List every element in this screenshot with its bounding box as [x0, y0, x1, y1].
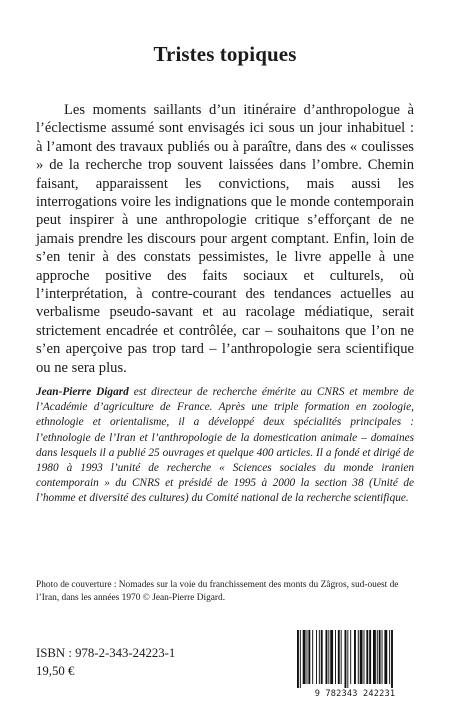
barcode-bar — [328, 630, 329, 684]
barcode-bar — [379, 630, 381, 684]
barcode-bar — [389, 630, 390, 684]
barcode-bar — [303, 630, 306, 684]
barcode-bar — [360, 630, 363, 684]
barcode-bar — [335, 630, 336, 684]
barcode-bar — [319, 630, 320, 684]
author-name: Jean-Pierre Digard — [36, 386, 129, 398]
barcode-bar — [308, 630, 310, 684]
barcode-bar — [358, 630, 359, 684]
barcode — [296, 630, 414, 688]
barcode-bar — [307, 630, 308, 684]
barcode-bar — [312, 630, 313, 684]
barcode-bar — [347, 630, 348, 688]
barcode-bar — [354, 630, 356, 684]
barcode-bar — [338, 630, 340, 684]
barcode-bar — [384, 630, 387, 684]
barcode-bar — [321, 630, 323, 684]
book-title: Tristes topiques — [153, 42, 297, 66]
barcode-bar — [373, 630, 376, 684]
back-cover-blurb: Les moments saillants d’un itinéraire d’anthropologue à l’éclectisme assumé sont envisagés ici sous un jour inhabituel : à l’amont des travaux publiés ou à paraître, dans des « coulisses » de la recherche trop souvent laissées dans l’ombre. Chemin faisant, apparaissent les convictions, mais aussi les interrogations voire les indignations que le monde contemporain peut inspirer à une anthropologie critique s’efforçant de ne jamais prendre les discours pour argent comptant. Enfin, loin de s’en tenir à des constats pessimistes, le livre appelle à une approche positive des faits sociaux et culturels, où l’interprétation, à contre-courant des tendances actuelles au verbalisme pseudo-savant et au racolage médiatique, serait strictement encadrée et contrôlée, car – souhaitons que l’on ne s’en aperçoive pas trop tard – l’anthropologie sera scientifique ou ne sera plus. — [36, 102, 414, 376]
barcode-bar — [326, 630, 328, 684]
barcode-bar — [330, 630, 333, 684]
barcode-bar — [366, 630, 368, 684]
barcode-digits: 9 782343 242231 — [314, 689, 396, 699]
author-bio-text: est directeur de recherche émérite au CNRS et membre de l’Académie d’agriculture de France. Après une triple formation en zoologie, ethnologie et orientalisme, il a développé deux spécialités principales : l’ethnologie de l’Iran et l’anthropologie de la domestication animale – domaines dans lesquels il a publié 25 ouvrages et quelque 400 articles. Il a fondé et dirigé de 1980 à 1993 l’unité de recherche « Sciences sociales du monde iranien contemporain » du CNRS et présidé de 1995 à 2000 la section 38 (Unité de l’homme et diversité des cultures) du Comité national de la recherche scientifique. — [36, 386, 415, 505]
author-bio — [36, 385, 414, 507]
barcode-bar — [377, 630, 378, 684]
barcode-bar — [297, 630, 299, 688]
barcode-bar — [345, 630, 347, 688]
price-text: 19,50 € — [36, 664, 75, 678]
barcode-bar — [316, 630, 317, 684]
isbn-text: ISBN : 978-2-343-24223-1 — [36, 646, 176, 660]
barcode-bar — [391, 630, 393, 688]
barcode-bar — [382, 630, 383, 684]
barcode-bar — [300, 630, 301, 688]
barcode-bar — [350, 630, 351, 684]
photo-credit: Photo de couverture : Nomades sur la voie du franchissement des monts du Zâgros, sud-ouest de l’Iran, dans les années 1970 © Jean-Pierre Digard. — [36, 580, 399, 604]
barcode-bar — [364, 630, 365, 684]
barcode-bar — [369, 630, 371, 684]
barcode-bar — [341, 630, 342, 684]
